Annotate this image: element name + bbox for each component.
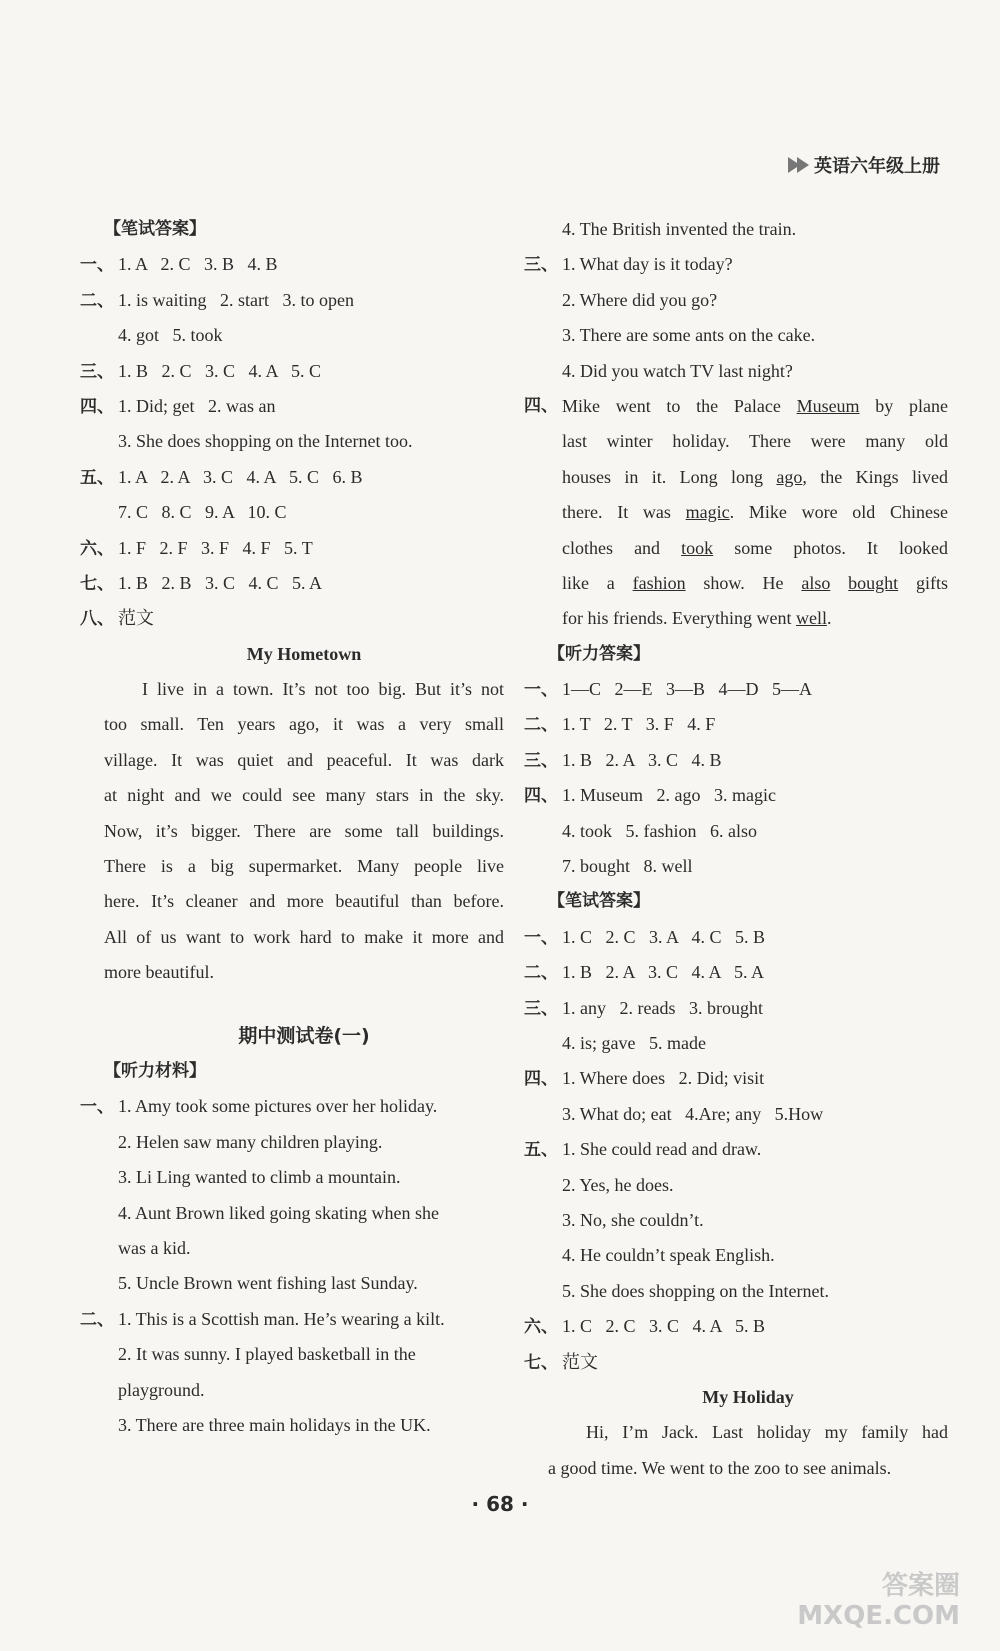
essay-title-hometown: My Hometown bbox=[246, 643, 362, 664]
listening-line bbox=[548, 354, 948, 389]
answer-also: also bbox=[801, 572, 831, 593]
item-number: 三、 bbox=[524, 998, 558, 1019]
passage-line: houses in it. Long long ago, the Kings lived bbox=[562, 466, 948, 487]
written-answers-title: 【笔试答案】 bbox=[104, 219, 206, 239]
item-text: 2. Yes, he does. bbox=[562, 1174, 674, 1195]
essay-line: All of us want to work hard to make it more and bbox=[104, 926, 504, 947]
listening-line bbox=[104, 1337, 504, 1372]
double-arrow-icon bbox=[788, 157, 806, 173]
item-number: 四、 bbox=[80, 396, 114, 417]
item-text: 1. any 2. reads 3. brought bbox=[562, 997, 763, 1018]
answer-line bbox=[524, 778, 948, 813]
item-text: 1. Amy took some pictures over her holiday. bbox=[118, 1096, 438, 1117]
item-text: 1. Museum 2. ago 3. magic bbox=[562, 785, 776, 806]
passage-line: clothes and took some photos. It looked bbox=[562, 537, 948, 558]
item-text: 1. C 2. C 3. A 4. C 5. B bbox=[562, 926, 766, 947]
midterm-test-title: 期中测试卷(一) bbox=[238, 1024, 370, 1047]
answer-line bbox=[524, 1061, 948, 1096]
item-text: 4. Did you watch TV last night? bbox=[562, 360, 793, 381]
passage-line: there. It was magic. Mike wore old Chinese bbox=[562, 502, 948, 523]
item-text: 4. Aunt Brown liked going skating when she bbox=[118, 1202, 439, 1223]
answer-well: well bbox=[795, 608, 827, 629]
answer-line bbox=[80, 389, 504, 424]
listening-line bbox=[80, 1089, 504, 1124]
listening-material-title: 【听力材料】 bbox=[104, 1060, 206, 1081]
item-number: 六、 bbox=[524, 1317, 558, 1338]
item-text: 2. It was sunny. I played basketball in the bbox=[118, 1344, 416, 1365]
answer-line bbox=[80, 531, 504, 566]
item-number: 七、 bbox=[524, 1352, 558, 1373]
item-text: 1. B 2. C 3. C 4. A 5. C bbox=[118, 360, 322, 381]
essay-line: too small. Ten years ago, it was a very small bbox=[104, 714, 504, 735]
listening-line bbox=[104, 1196, 504, 1231]
item-text: 范文 bbox=[118, 608, 154, 629]
item-number: 二、 bbox=[80, 1309, 114, 1330]
item-text: 5. She does shopping on the Internet. bbox=[562, 1280, 829, 1301]
item-number: 五、 bbox=[524, 1140, 558, 1161]
answer-line bbox=[548, 1168, 948, 1203]
item-number: 二、 bbox=[524, 715, 558, 736]
answer-line bbox=[524, 920, 948, 955]
answer-line bbox=[548, 1203, 948, 1238]
item-text: 3. What do; eat 4.Are; any 5.How bbox=[562, 1103, 824, 1124]
listening-line bbox=[548, 212, 948, 247]
listening-line bbox=[548, 318, 948, 353]
listening-line bbox=[524, 247, 948, 282]
passage-number: 四、 bbox=[524, 395, 558, 416]
answer-line bbox=[524, 743, 948, 778]
answer-line bbox=[80, 247, 504, 282]
listening-line bbox=[80, 1302, 504, 1337]
listening-line bbox=[104, 1160, 504, 1195]
essay-line: Hi, I’m Jack. Last holiday my family had bbox=[586, 1422, 948, 1443]
answer-fashion: fashion bbox=[632, 572, 686, 593]
item-text: 3. She does shopping on the Internet too. bbox=[118, 431, 413, 452]
item-text: 1. This is a Scottish man. He’s wearing a kilt. bbox=[118, 1308, 445, 1329]
answer-line bbox=[524, 1132, 948, 1167]
answer-took: took bbox=[681, 537, 714, 558]
answer-line bbox=[548, 1238, 948, 1273]
item-number: 一、 bbox=[524, 927, 558, 948]
item-text: 3. There are three main holidays in the UK. bbox=[118, 1414, 431, 1435]
item-text: 7. C 8. C 9. A 10. C bbox=[118, 502, 287, 523]
item-text: 1. B 2. A 3. C 4. B bbox=[562, 749, 722, 770]
item-text: 2. Helen saw many children playing. bbox=[118, 1131, 383, 1152]
item-number: 二、 bbox=[524, 963, 558, 984]
item-text: 4. The British invented the train. bbox=[562, 219, 797, 239]
item-text: 1—C 2—E 3—B 4—D 5—A bbox=[562, 679, 813, 700]
listening-answers-title: 【听力答案】 bbox=[548, 643, 650, 664]
essay-line: Now, it’s bigger. There are some tall buildings. bbox=[104, 820, 504, 841]
item-text: 1. C 2. C 3. C 4. A 5. B bbox=[562, 1316, 766, 1337]
answer-line bbox=[548, 1026, 948, 1061]
item-number: 一、 bbox=[524, 680, 558, 701]
item-text: 3. Li Ling wanted to climb a mountain. bbox=[118, 1167, 401, 1188]
item-text: 范文 bbox=[562, 1351, 598, 1372]
answer-line bbox=[80, 566, 504, 601]
right-column bbox=[524, 212, 948, 1486]
listening-line bbox=[104, 1373, 504, 1408]
answer-line bbox=[80, 354, 504, 389]
answer-line bbox=[524, 991, 948, 1026]
item-text: 1. She could read and draw. bbox=[562, 1139, 762, 1160]
essay-line: a good time. We went to the zoo to see animals. bbox=[548, 1457, 892, 1478]
listening-line bbox=[104, 1125, 504, 1160]
item-text: 7. bought 8. well bbox=[562, 856, 693, 877]
item-text: 1. B 2. A 3. C 4. A 5. A bbox=[562, 962, 765, 983]
item-text: 4. got 5. took bbox=[118, 325, 223, 346]
item-text: 1. B 2. B 3. C 4. C 5. A bbox=[118, 572, 323, 593]
item-text: 1. Did; get 2. was an bbox=[118, 395, 276, 416]
item-text: 1. T 2. T 3. F 4. F bbox=[562, 714, 716, 735]
answer-ago: ago bbox=[776, 466, 803, 487]
item-text: 2. Where did you go? bbox=[562, 289, 718, 310]
answer-line bbox=[524, 955, 948, 990]
item-text: 1. What day is it today? bbox=[562, 254, 733, 275]
answer-line bbox=[80, 283, 504, 318]
listening-line bbox=[104, 1231, 504, 1266]
item-number: 五、 bbox=[80, 467, 114, 488]
written-answers-title-2: 【笔试答案】 bbox=[548, 891, 650, 912]
item-text: 4. took 5. fashion 6. also bbox=[562, 820, 757, 841]
item-text: 3. There are some ants on the cake. bbox=[562, 325, 816, 346]
passage-line: like a fashion show. He also bought gifts bbox=[562, 572, 948, 593]
passage-block bbox=[524, 389, 948, 637]
item-text: 4. He couldn’t speak English. bbox=[562, 1245, 775, 1266]
essay-line: village. It was quiet and peaceful. It was dark bbox=[104, 749, 504, 770]
essay-line: more beautiful. bbox=[104, 962, 214, 983]
answer-museum: Museum bbox=[796, 395, 860, 416]
item-text: 4. is; gave 5. made bbox=[562, 1032, 706, 1053]
item-number: 七、 bbox=[80, 573, 114, 594]
answer-line bbox=[80, 460, 504, 495]
listening-line bbox=[104, 1266, 504, 1301]
answer-line bbox=[524, 672, 948, 707]
item-number: 二、 bbox=[80, 290, 114, 311]
item-text: was a kid. bbox=[118, 1237, 191, 1258]
item-number: 一、 bbox=[80, 1097, 114, 1118]
item-text: 1. Where does 2. Did; visit bbox=[562, 1068, 765, 1089]
answer-line bbox=[524, 1345, 948, 1380]
answer-bought: bought bbox=[848, 572, 899, 593]
item-number: 四、 bbox=[524, 1069, 558, 1090]
item-number: 三、 bbox=[524, 750, 558, 771]
answer-magic: magic bbox=[685, 502, 730, 523]
left-column bbox=[80, 212, 504, 1443]
item-number: 三、 bbox=[524, 255, 558, 276]
essay-line: here. It’s cleaner and more beautiful than before. bbox=[104, 891, 504, 912]
item-text: 5. Uncle Brown went fishing last Sunday. bbox=[118, 1273, 418, 1294]
essay-line: I live in a town. It’s not too big. But it’s not bbox=[142, 679, 504, 700]
watermark-logo: 答案圈 MXQE.COM bbox=[797, 1571, 960, 1631]
answer-line bbox=[104, 495, 504, 530]
item-number: 八、 bbox=[80, 609, 114, 630]
item-number: 六、 bbox=[80, 538, 114, 559]
item-number: 四、 bbox=[524, 786, 558, 807]
page-header bbox=[788, 152, 940, 178]
item-number: 三、 bbox=[80, 361, 114, 382]
item-text: 1. A 2. C 3. B 4. B bbox=[118, 254, 278, 275]
header-title: 英语六年级上册 bbox=[814, 156, 940, 177]
listening-line bbox=[104, 1408, 504, 1443]
item-text: 1. F 2. F 3. F 4. F 5. T bbox=[118, 537, 313, 558]
answer-line bbox=[104, 318, 504, 353]
answer-line bbox=[548, 814, 948, 849]
answer-line bbox=[104, 424, 504, 459]
item-number: 一、 bbox=[80, 255, 114, 276]
essay-line: There is a big supermarket. Many people live bbox=[104, 856, 504, 877]
page-number: · 68 · bbox=[471, 1492, 529, 1516]
item-text: 1. A 2. A 3. C 4. A 5. C 6. B bbox=[118, 466, 363, 487]
passage-line: for his friends. Everything went well. bbox=[562, 608, 832, 629]
essay-title-holiday: My Holiday bbox=[702, 1386, 794, 1407]
item-text: 3. No, she couldn’t. bbox=[562, 1209, 704, 1230]
item-text: 1. is waiting 2. start 3. to open bbox=[118, 289, 354, 310]
answer-line bbox=[548, 1274, 948, 1309]
answer-line bbox=[524, 707, 948, 742]
passage-line: Mike went to the Palace Museum by plane bbox=[562, 395, 948, 416]
listening-line bbox=[548, 283, 948, 318]
essay-line: at night and we could see many stars in the sky. bbox=[104, 785, 504, 806]
item-text: playground. bbox=[118, 1379, 205, 1400]
answer-line bbox=[548, 1097, 948, 1132]
answer-line bbox=[80, 601, 504, 636]
passage-line: last winter holiday. There were many old bbox=[562, 431, 948, 452]
answer-line bbox=[548, 849, 948, 884]
answer-line bbox=[524, 1309, 948, 1344]
